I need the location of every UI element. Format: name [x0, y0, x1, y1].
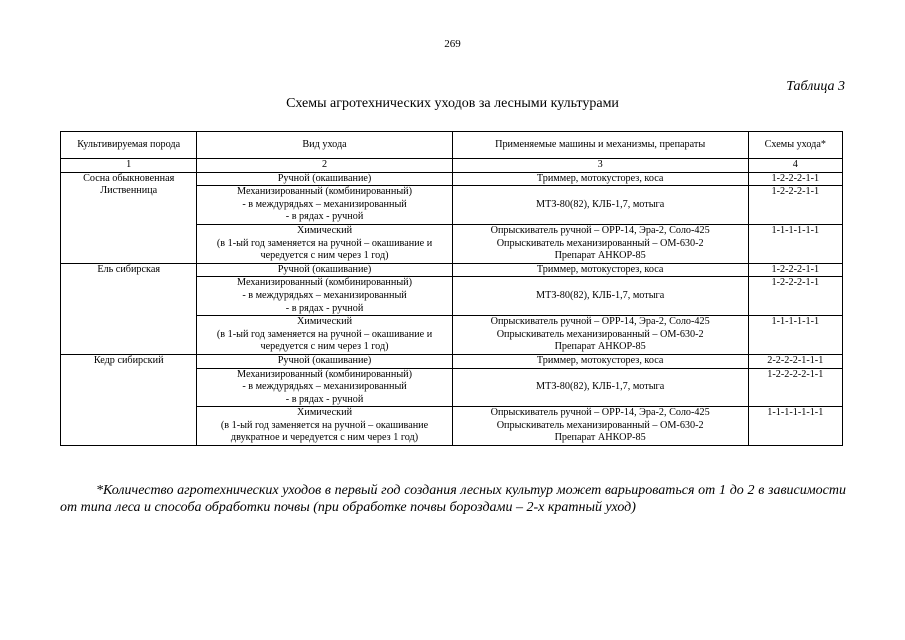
care-type-cell — [197, 407, 452, 446]
machines-cell — [452, 277, 748, 316]
care-type-line: - в междурядьях – механизированный — [242, 381, 407, 393]
scheme-cell: 1-2-2-2-1-1 — [748, 172, 842, 186]
header-care-type: Вид ухода — [197, 132, 452, 159]
machines-cell — [452, 172, 748, 186]
header-species: Культивируемая порода — [61, 132, 197, 159]
machines-line: Опрыскиватель ручной – ОРР-14, Эра-2, Соло-425 — [490, 316, 710, 328]
machines-line: МТЗ-80(82), КЛБ-1,7, мотыга — [536, 381, 665, 393]
care-type-line: - в рядах - ручной — [285, 302, 364, 314]
machines-line: Опрыскиватель ручной – ОРР-14, Эра-2, Соло-425 — [490, 407, 710, 419]
care-type-line: Ручной (окашивание) — [277, 354, 372, 366]
header-machines: Применяемые машины и механизмы, препараты — [452, 132, 748, 159]
scheme-cell: 1-2-2-2-1-1 — [748, 277, 842, 316]
species-cell — [61, 263, 197, 354]
species-name: Кедр сибирский — [93, 354, 164, 366]
machines-line: Препарат АНКОР-85 — [554, 250, 646, 262]
scheme-cell: 1-1-1-1-1-1-1 — [748, 407, 842, 446]
care-type-line: Механизированный (комбинированный) — [237, 368, 413, 380]
machines-cell — [452, 407, 748, 446]
machines-line: Триммер, мотокусторез, коса — [536, 172, 664, 184]
care-type-line: Механизированный (комбинированный) — [237, 186, 413, 198]
care-type-line: - в междурядьях – механизированный — [242, 289, 407, 301]
machines-line: Триммер, мотокусторез, коса — [536, 354, 664, 366]
column-number: 2 — [197, 159, 452, 173]
agrotechnical-care-table — [60, 131, 843, 446]
machines-cell — [452, 224, 748, 263]
header-scheme: Схемы ухода* — [748, 132, 842, 159]
scheme-cell: 2-2-2-2-1-1-1 — [748, 354, 842, 368]
care-type-line: Химический — [297, 316, 353, 328]
column-number: 1 — [61, 159, 197, 173]
species-cell — [61, 354, 197, 445]
care-type-line: Химический — [297, 407, 353, 419]
species-name: Сосна обыкновенная — [83, 172, 175, 184]
care-type-line: (в 1-ый год заменяется на ручной – окашивание — [220, 419, 429, 431]
care-type-line: (в 1-ый год заменяется на ручной – окашивание и — [216, 328, 433, 340]
care-type-line: чередуется с ним через 1 год) — [260, 341, 389, 353]
care-type-cell — [197, 172, 452, 186]
care-type-cell — [197, 263, 452, 277]
scheme-cell: 1-1-1-1-1-1 — [748, 316, 842, 355]
table-label: Таблица 3 — [786, 79, 845, 94]
column-number-row — [61, 159, 843, 173]
table-row — [61, 172, 843, 186]
species-cell — [61, 172, 197, 263]
care-type-line: Химический — [297, 224, 353, 236]
care-type-cell — [197, 354, 452, 368]
scheme-cell: 1-2-2-2-2-1-1 — [748, 368, 842, 407]
table-row — [61, 354, 843, 368]
care-type-line: двукратное и чередуется с ним через 1 год) — [230, 432, 419, 444]
machines-line: Опрыскиватель механизированный – ОМ-630-2 — [496, 328, 704, 340]
care-type-line: чередуется с ним через 1 год) — [260, 250, 389, 262]
machines-line: МТЗ-80(82), КЛБ-1,7, мотыга — [536, 289, 665, 301]
machines-line: Препарат АНКОР-85 — [554, 341, 646, 353]
table-row — [61, 263, 843, 277]
machines-cell — [452, 368, 748, 407]
care-type-line: - в рядах - ручной — [285, 211, 364, 223]
page-number: 269 — [444, 38, 461, 50]
care-type-cell — [197, 186, 452, 225]
table-header-row — [61, 132, 843, 159]
care-type-cell — [197, 277, 452, 316]
species-name: Ель сибирская — [97, 263, 161, 275]
machines-cell — [452, 316, 748, 355]
machines-line: МТЗ-80(82), КЛБ-1,7, мотыга — [536, 198, 665, 210]
machines-cell — [452, 354, 748, 368]
machines-line: Опрыскиватель механизированный – ОМ-630-2 — [496, 237, 704, 249]
column-number: 4 — [748, 159, 842, 173]
footnote: *Количество агротехнических уходов в первый год создания лесных культур может варьироваться от 1 до 2 в зависимости от типа леса и способа обработки почвы (при обработке почвы бороздами – 2-х кратный уход) — [60, 483, 846, 515]
scheme-cell: 1-2-2-2-1-1 — [748, 186, 842, 225]
machines-cell — [452, 186, 748, 225]
machines-cell — [452, 263, 748, 277]
column-number: 3 — [452, 159, 748, 173]
care-type-cell — [197, 316, 452, 355]
care-type-line: Ручной (окашивание) — [277, 172, 372, 184]
care-type-line: Ручной (окашивание) — [277, 263, 372, 275]
machines-line: Препарат АНКОР-85 — [554, 432, 646, 444]
scheme-cell: 1-1-1-1-1-1 — [748, 224, 842, 263]
care-type-line: Механизированный (комбинированный) — [237, 277, 413, 289]
care-type-line: - в междурядьях – механизированный — [242, 198, 407, 210]
scheme-cell: 1-2-2-2-1-1 — [748, 263, 842, 277]
machines-line: Триммер, мотокусторез, коса — [536, 263, 664, 275]
document-title: Схемы агротехнических уходов за лесными культурами — [286, 96, 619, 111]
machines-line: Опрыскиватель механизированный – ОМ-630-2 — [496, 419, 704, 431]
care-type-line: (в 1-ый год заменяется на ручной – окашивание и — [216, 237, 433, 249]
machines-line: Опрыскиватель ручной – ОРР-14, Эра-2, Соло-425 — [490, 224, 710, 236]
care-type-cell — [197, 368, 452, 407]
species-name: Лиственница — [100, 185, 158, 197]
table-body — [61, 159, 843, 446]
care-type-cell — [197, 224, 452, 263]
care-type-line: - в рядах - ручной — [285, 393, 364, 405]
